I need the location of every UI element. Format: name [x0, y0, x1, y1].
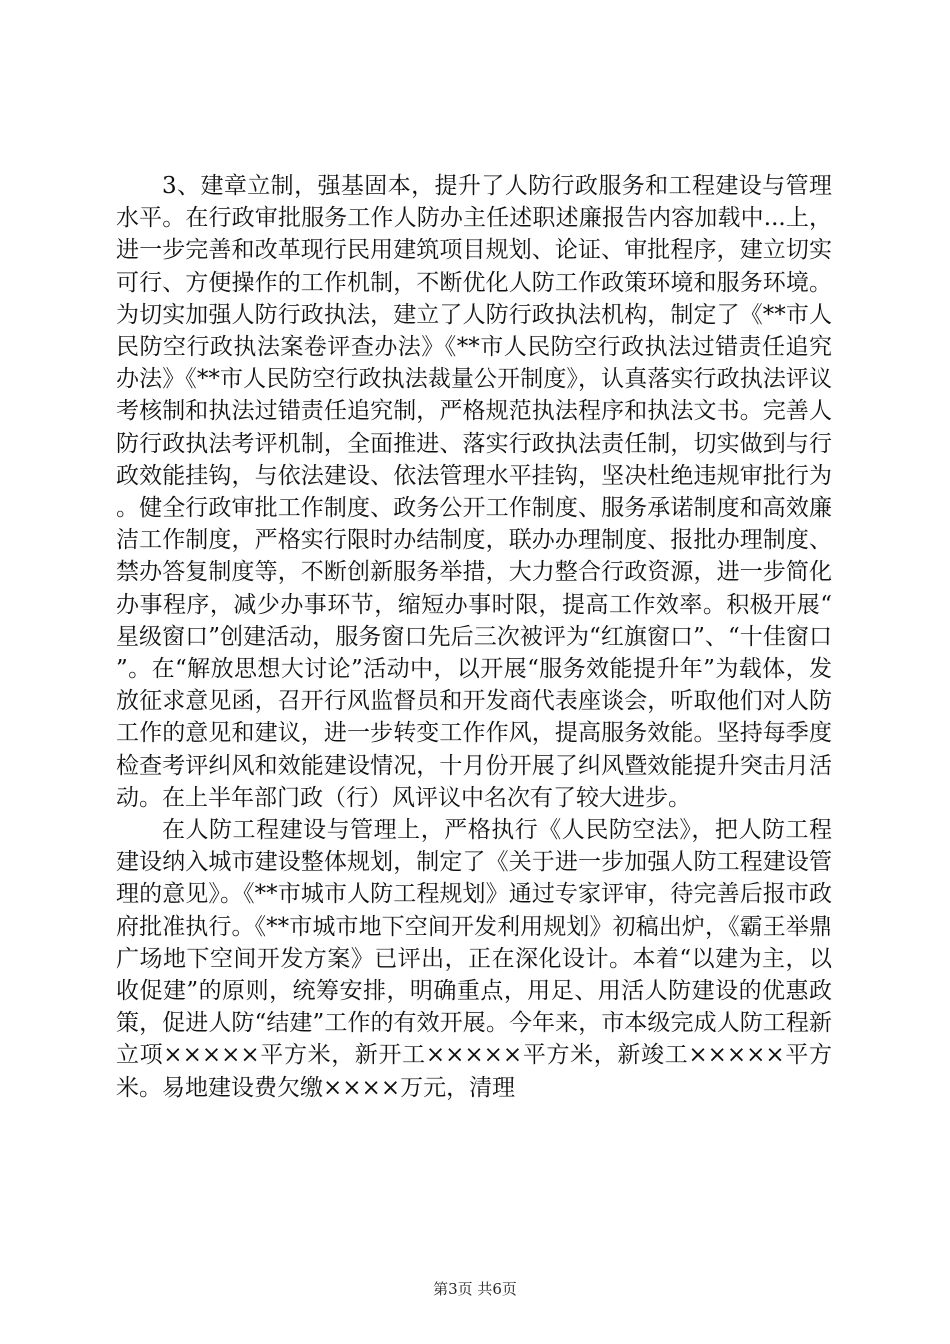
paragraph-1: 3、建章立制，强基固本，提升了人防行政服务和工程建设与管理水平。在行政审批服务工作人防办主任述职述廉报告内容加载中...上，进一步完善和改革现行民用建筑项目规划、论证、审批程序，建立切实可行、方便操作的工作机制，不断优化人防工作政策环境和服务环境。为切实加强人防行政执法，建立了人防行政执法机构，制定了《**市人民防空行政执法案卷评查办法》《**市人民防空行政执法过错责任追究办法》《**市人民防空行政执法裁量公开制度》，认真落实行政执法评议考核制和执法过错责任追究制，严格规范执法程序和执法文书。完善人防行政执法考评机制，全面推进、落实行政执法责任制，切实做到与行政效能挂钩，与依法建设、依法管理水平挂钩，坚决杜绝违规审批行为。健全行政审批工作制度、政务公开工作制度、服务承诺制度和高效廉洁工作制度，严格实行限时办结制度，联办办理制度、报批办理制度、禁办答复制度等，不断创新服务举措，大力整合行政资源，进一步简化办事程序，减少办事环节，缩短办事时限，提高工作效率。积极开展“星级窗口”创建活动，服务窗口先后三次被评为“红旗窗口”、“十佳窗口”。在“解放思想大讨论”活动中，以开展“服务效能提升年”为载体，发放征求意见函，召开行风监督员和开发商代表座谈会，听取他们对人防工作的意见和建议，进一步转变工作作风，提高服务效能。坚持每季度检查考评纠风和效能建设情况，十月份开展了纠风暨效能提升突击月活动。在上半年部门政（行）风评议中名次有了较大进步。 — [116, 173, 832, 811]
document-body — [116, 170, 832, 1104]
paragraph-2: 在人防工程建设与管理上，严格执行《人民防空法》，把人防工程建设纳入城市建设整体规划，制定了《关于进一步加强人防工程建设管理的意见》。《**市城市人防工程规划》通过专家评审，待完善后报市政府批准执行。《**市城市地下空间开发利用规划》初稿出炉，《霸王举鼎广场地下空间开发方案》已评出，正在深化设计。本着“以建为主，以收促建”的原则，统筹安排，明确重点，用足、用活人防建设的优惠政策，促进人防“结建”工作的有效开展。今年来，市本级完成人防工程新立项×××××平方米，新开工×××××平方米，新竣工×××××平方米。易地建设费欠缴××××万元，清理 — [116, 817, 832, 1101]
page-footer: 第3页 共6页 — [433, 1280, 517, 1298]
